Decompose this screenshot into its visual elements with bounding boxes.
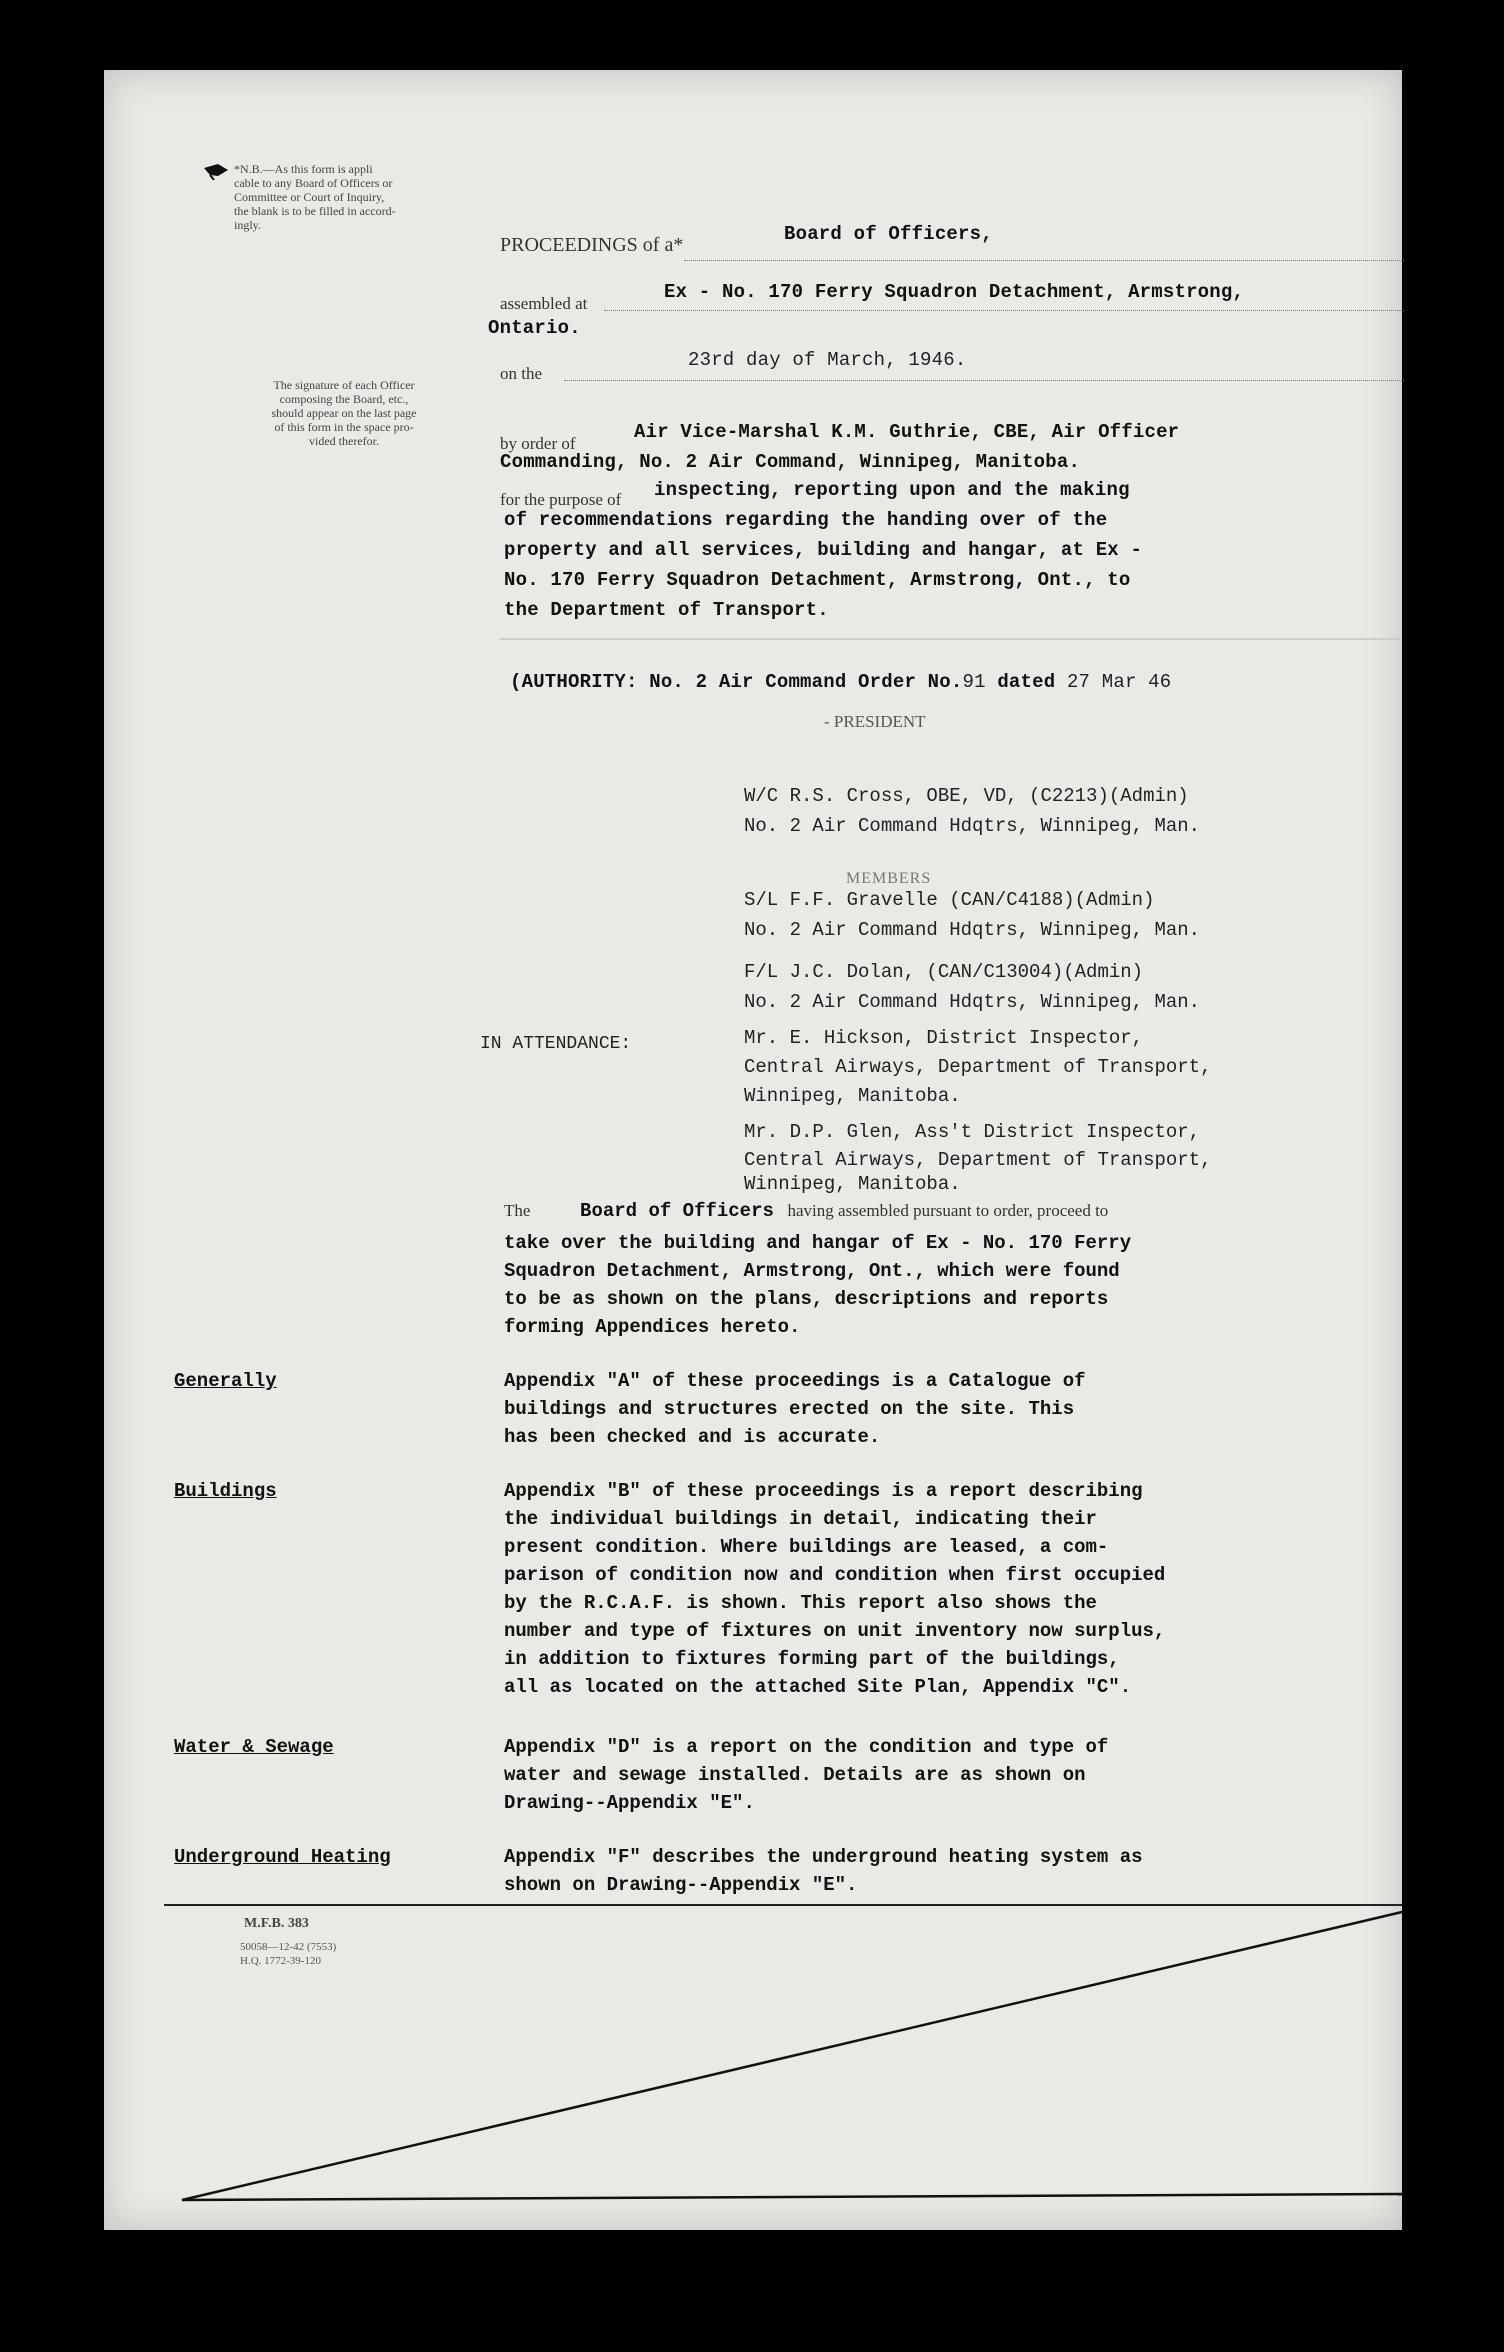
assembled-label: assembled at bbox=[500, 294, 588, 313]
attendance-label: IN ATTENDANCE: bbox=[480, 1034, 632, 1054]
water-line-3: Drawing--Appendix "E". bbox=[504, 1792, 755, 1814]
attendee-2-line-3: Winnipeg, Manitoba. bbox=[744, 1173, 961, 1195]
signature-note-line: should appear on the last page bbox=[271, 406, 417, 420]
buildings-line-7: in addition to fixtures forming part of the buildings, bbox=[504, 1648, 1120, 1670]
intro-line-3: to be as shown on the plans, descriptions and reports bbox=[504, 1288, 1109, 1310]
nb-note-line: ingly. bbox=[234, 218, 261, 232]
buildings-line-6: number and type of fixtures on unit inventory now surplus, bbox=[504, 1620, 1166, 1642]
signature-note-line: composing the Board, etc., bbox=[279, 392, 409, 406]
intro-line-4: forming Appendices hereto. bbox=[504, 1316, 801, 1338]
print-info bbox=[240, 1940, 336, 1968]
heating-line-2: shown on Drawing--Appendix "E". bbox=[504, 1874, 858, 1896]
buildings-line-5: by the R.C.A.F. is shown. This report also shows the bbox=[504, 1592, 1097, 1614]
signature-note-line: The signature of each Officer bbox=[273, 378, 415, 392]
generally-line-3: has been checked and is accurate. bbox=[504, 1426, 881, 1448]
members-label: MEMBERS bbox=[846, 870, 932, 887]
intro-first-line: The Board of Officers having assembled pursuant to order, proceed to bbox=[504, 1200, 1109, 1222]
signature-margin-note bbox=[244, 378, 444, 448]
heading-underground-heating: Underground Heating bbox=[174, 1846, 391, 1868]
heading-generally: Generally bbox=[174, 1370, 277, 1392]
signature-note-line: vided therefor. bbox=[309, 434, 379, 448]
proceedings-label: PROCEEDINGS of a* bbox=[500, 234, 684, 256]
assembled-dotted-line bbox=[604, 310, 1404, 311]
proceedings-value: Board of Officers, bbox=[784, 223, 993, 245]
attendee-1-line-1: Mr. E. Hickson, District Inspector, bbox=[744, 1027, 1144, 1049]
assembled-line-1: Ex - No. 170 Ferry Squadron Detachment, Armstrong, bbox=[664, 281, 1245, 303]
member-2-line-2: No. 2 Air Command Hdqtrs, Winnipeg, Man. bbox=[744, 991, 1201, 1013]
purpose-line-5: the Department of Transport. bbox=[504, 599, 829, 621]
nb-note-line: *N.B.—As this form is appli bbox=[234, 162, 373, 176]
nb-note-line: cable to any Board of Officers or bbox=[234, 176, 393, 190]
pointing-hand-icon bbox=[204, 162, 230, 176]
buildings-line-8: all as located on the attached Site Plan, Appendix "C". bbox=[504, 1676, 1132, 1698]
purpose-label: for the purpose of bbox=[500, 490, 622, 509]
buildings-line-2: the individual buildings in detail, indicating their bbox=[504, 1508, 1097, 1530]
purpose-line-4: No. 170 Ferry Squadron Detachment, Armstrong, Ont., to bbox=[504, 569, 1131, 591]
print-info-line-2: H.Q. 1772-39-120 bbox=[240, 1955, 321, 1967]
purpose-line-2: of recommendations regarding the handing over of the bbox=[504, 509, 1108, 531]
buildings-line-1: Appendix "B" of these proceedings is a report describing bbox=[504, 1480, 1143, 1502]
heading-water-sewage: Water & Sewage bbox=[174, 1736, 334, 1758]
generally-line-1: Appendix "A" of these proceedings is a Catalogue of bbox=[504, 1370, 1086, 1392]
president-line-2: No. 2 Air Command Hdqtrs, Winnipeg, Man. bbox=[744, 815, 1201, 837]
water-line-1: Appendix "D" is a report on the condition and type of bbox=[504, 1736, 1109, 1758]
attendee-1-line-3: Winnipeg, Manitoba. bbox=[744, 1085, 961, 1107]
buildings-line-4: parison of condition now and condition when first occupied bbox=[504, 1564, 1166, 1586]
buildings-line-3: present condition. Where buildings are leased, a com- bbox=[504, 1536, 1109, 1558]
form-code: M.F.B. 383 bbox=[244, 1916, 309, 1931]
assembled-line-2: Ontario. bbox=[488, 317, 581, 339]
president-label: - PRESIDENT bbox=[824, 712, 926, 731]
nb-note-line: Committee or Court of Inquiry, bbox=[234, 190, 385, 204]
generally-line-2: buildings and structures erected on the site. This bbox=[504, 1398, 1075, 1420]
date-dotted-line bbox=[564, 380, 1404, 381]
attendee-2-line-1: Mr. D.P. Glen, Ass't District Inspector, bbox=[744, 1121, 1201, 1143]
by-order-line-2: Commanding, No. 2 Air Command, Winnipeg, Manitoba. bbox=[500, 451, 1081, 473]
purpose-line-3: property and all services, building and hangar, at Ex - bbox=[504, 539, 1143, 561]
intro-line-1: take over the building and hangar of Ex - No. 170 Ferry bbox=[504, 1232, 1132, 1254]
by-order-line-1: Air Vice-Marshal K.M. Guthrie, CBE, Air Officer bbox=[634, 421, 1180, 443]
signature-note-line: of this form in the space pro- bbox=[274, 420, 414, 434]
document-page bbox=[104, 70, 1402, 2230]
attendee-2-line-2: Central Airways, Department of Transport, bbox=[744, 1149, 1212, 1171]
water-line-2: water and sewage installed. Details are as shown on bbox=[504, 1764, 1086, 1786]
print-info-line-1: 50058—12-42 (7553) bbox=[240, 1941, 337, 1953]
member-1-line-2: No. 2 Air Command Hdqtrs, Winnipeg, Man. bbox=[744, 919, 1201, 941]
authority-line: (AUTHORITY: No. 2 Air Command Order No.91 dated 27 Mar 46 bbox=[510, 671, 1172, 693]
heading-buildings: Buildings bbox=[174, 1480, 277, 1502]
intro-line-2: Squadron Detachment, Armstrong, Ont., which were found bbox=[504, 1260, 1120, 1282]
nb-note-line: the blank is to be filled in accord- bbox=[234, 204, 396, 218]
nb-margin-note bbox=[234, 162, 454, 232]
by-order-label: by order of bbox=[500, 434, 576, 453]
member-2-line-1: F/L J.C. Dolan, (CAN/C13004)(Admin) bbox=[744, 961, 1144, 983]
member-1-line-1: S/L F.F. Gravelle (CAN/C4188)(Admin) bbox=[744, 889, 1155, 911]
attendee-1-line-2: Central Airways, Department of Transport, bbox=[744, 1056, 1212, 1078]
proceedings-dotted-line bbox=[684, 260, 1404, 261]
on-the-label: on the bbox=[500, 364, 543, 383]
separator-line bbox=[500, 638, 1400, 640]
date-value: 23rd day of March, 1946. bbox=[688, 349, 967, 371]
purpose-line-1: inspecting, reporting upon and the making bbox=[654, 479, 1130, 501]
president-line-1: W/C R.S. Cross, OBE, VD, (C2213)(Admin) bbox=[744, 785, 1189, 807]
heating-line-1: Appendix "F" describes the underground heating system as bbox=[504, 1846, 1143, 1868]
